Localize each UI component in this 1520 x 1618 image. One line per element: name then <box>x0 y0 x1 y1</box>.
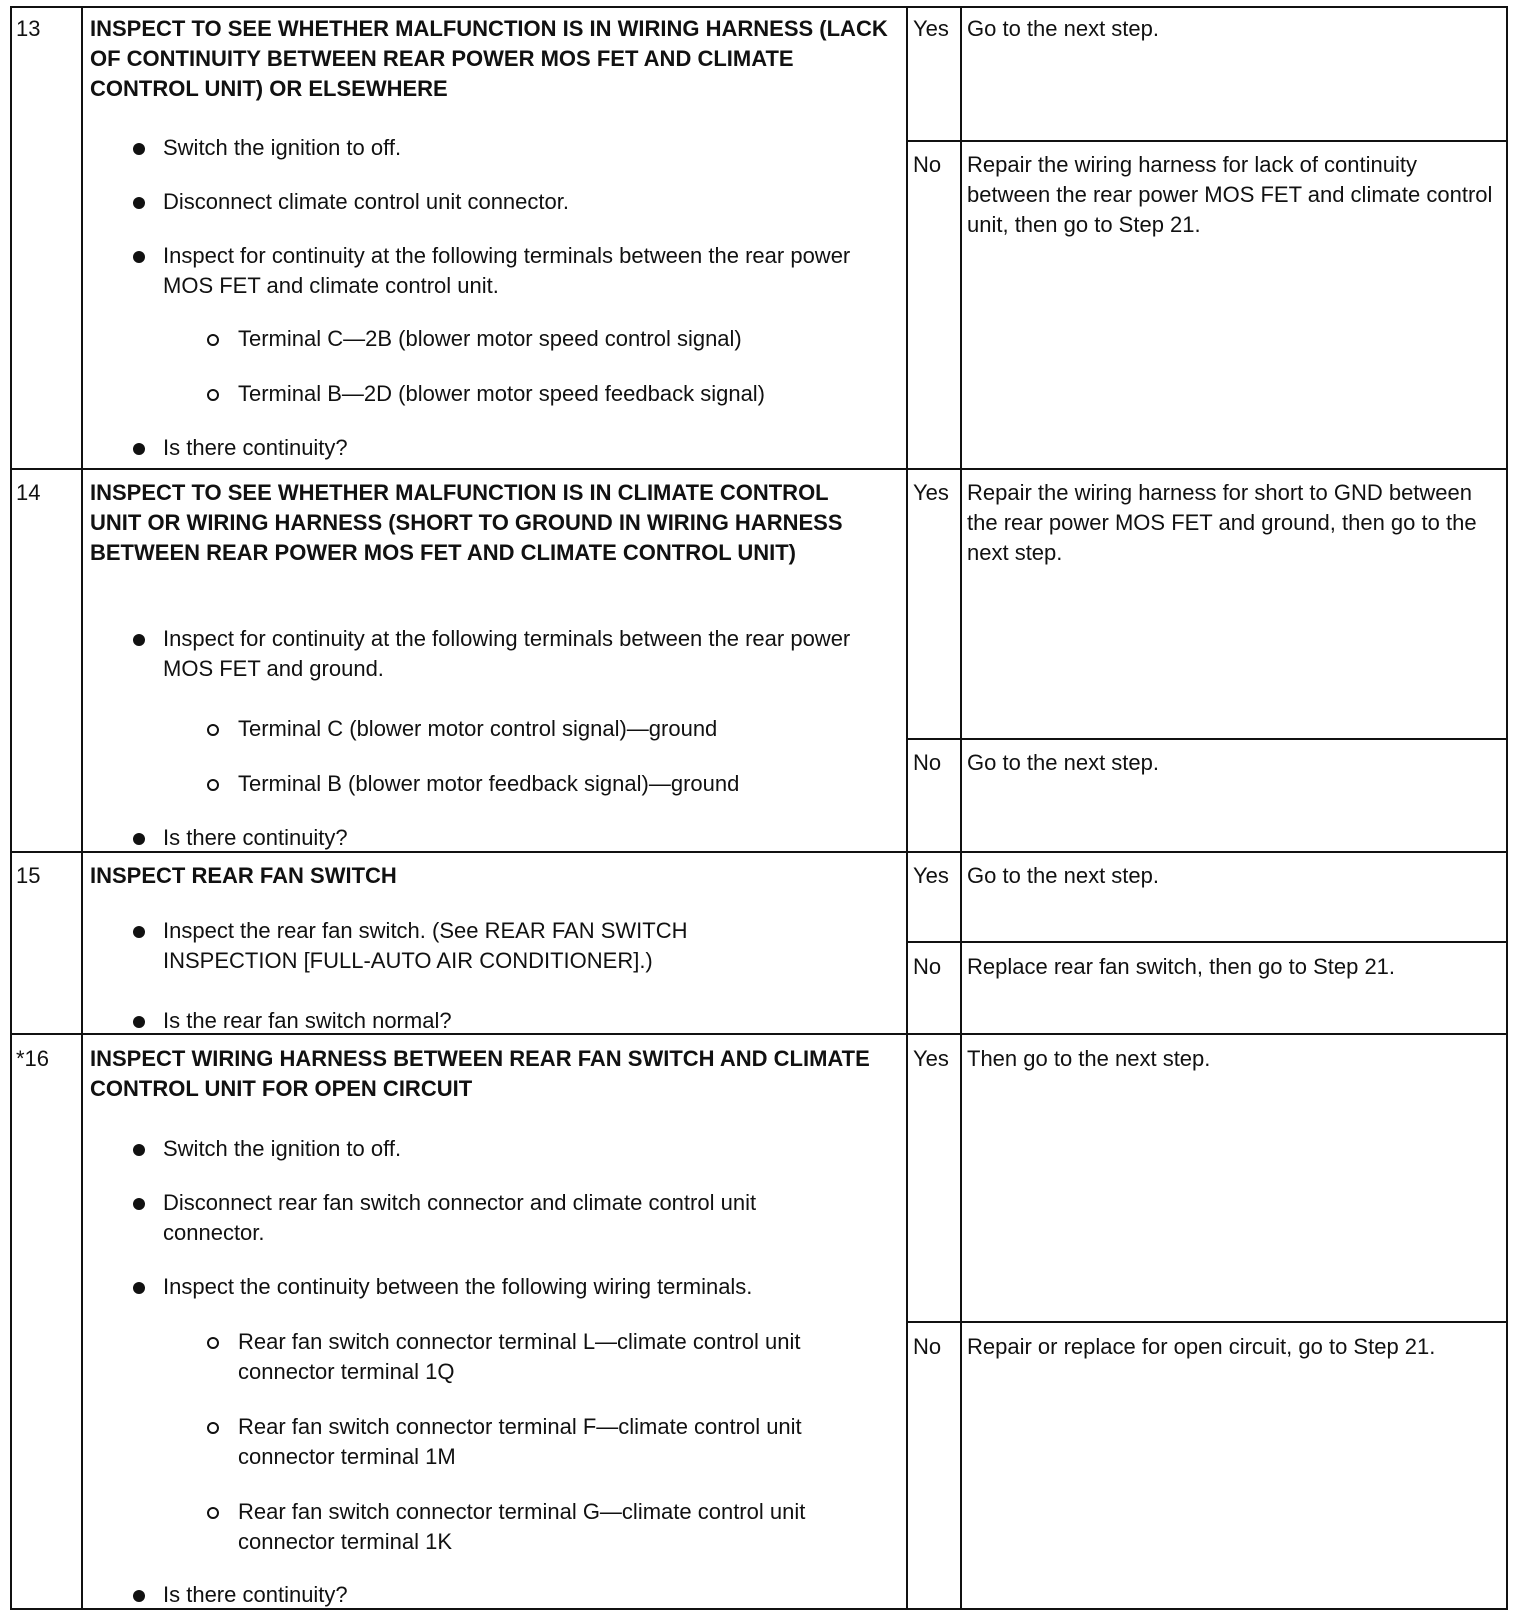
step-instruction: Inspect the rear fan switch. (See REAR FAN SWITCH INSPECTION [FULL-AUTO AIR CONDITIONER].) <box>163 918 688 973</box>
yes-label: Yes <box>913 1046 949 1071</box>
yes-action: Repair the wiring harness for short to GND between the rear power MOS FET and ground, then go to the next step. <box>967 480 1477 565</box>
terminal-item: Rear fan switch connector terminal F—climate control unit connector terminal 1M <box>238 1414 802 1469</box>
step-question: Is the rear fan switch normal? <box>163 1008 452 1033</box>
step-question: Is there continuity? <box>163 1582 348 1607</box>
sub-bullet-icon <box>207 389 219 401</box>
sub-bullet-icon <box>207 779 219 791</box>
yes-action: Then go to the next step. <box>967 1046 1211 1071</box>
bullet-icon <box>133 251 145 263</box>
yes-action: Go to the next step. <box>967 16 1160 41</box>
row-divider <box>10 468 1508 470</box>
bullet-icon <box>133 926 145 938</box>
sub-bullet-icon <box>207 1337 219 1349</box>
terminal-item: Terminal B—2D (blower motor speed feedback signal) <box>238 381 766 406</box>
step-title: INSPECT TO SEE WHETHER MALFUNCTION IS IN CLIMATE CONTROL UNIT OR WIRING HARNESS (SHORT TO GROUND IN WIRING HARNESS BETWEEN REAR POWER MOS FET AND CLIMATE CONTROL UNIT) <box>90 480 843 565</box>
bullet-icon <box>133 197 145 209</box>
bullet-icon <box>133 443 145 455</box>
step-instruction: Switch the ignition to off. <box>163 135 402 160</box>
column-divider <box>960 6 962 1610</box>
troubleshooting-table <box>10 6 1508 1610</box>
sub-bullet-icon <box>207 724 219 736</box>
bullet-icon <box>133 1144 145 1156</box>
bullet-icon <box>133 143 145 155</box>
step-instruction: Disconnect climate control unit connector. <box>163 189 569 214</box>
bullet-icon <box>133 634 145 646</box>
step-title: INSPECT WIRING HARNESS BETWEEN REAR FAN SWITCH AND CLIMATE CONTROL UNIT FOR OPEN CIRCUIT <box>90 1046 870 1101</box>
yes-action: Go to the next step. <box>967 863 1160 888</box>
sub-bullet-icon <box>207 1507 219 1519</box>
step-number: *16 <box>16 1046 50 1071</box>
terminal-item: Terminal C (blower motor control signal)—ground <box>238 716 718 741</box>
step-number: 13 <box>16 16 41 41</box>
step-number: 15 <box>16 863 41 888</box>
sub-bullet-icon <box>207 334 219 346</box>
step-instruction: Inspect the continuity between the following wiring terminals. <box>163 1274 753 1299</box>
terminal-item: Terminal C—2B (blower motor speed control signal) <box>238 326 742 351</box>
column-divider <box>81 6 83 1610</box>
bullet-icon <box>133 1016 145 1028</box>
no-action: Go to the next step. <box>967 750 1160 775</box>
terminal-item: Terminal B (blower motor feedback signal)—ground <box>238 771 740 796</box>
no-label: No <box>913 954 942 979</box>
no-label: No <box>913 750 942 775</box>
table-border-top <box>10 6 1508 8</box>
terminal-item: Rear fan switch connector terminal L—climate control unit connector terminal 1Q <box>238 1329 801 1384</box>
step-instruction: Switch the ignition to off. <box>163 1136 402 1161</box>
step-instruction: Inspect for continuity at the following terminals between the rear power MOS FET and ground. <box>163 626 851 681</box>
bullet-icon <box>133 1282 145 1294</box>
terminal-item: Rear fan switch connector terminal G—climate control unit connector terminal 1K <box>238 1499 806 1554</box>
step-instruction: Disconnect rear fan switch connector and climate control unit connector. <box>163 1190 757 1245</box>
step-question: Is there continuity? <box>163 825 348 850</box>
step-instruction: Inspect for continuity at the following terminals between the rear power MOS FET and climate control unit. <box>163 243 851 298</box>
step-number: 14 <box>16 480 41 505</box>
yes-no-divider <box>906 140 1508 142</box>
yes-no-divider <box>906 1321 1508 1323</box>
yes-label: Yes <box>913 480 949 505</box>
table-border-right <box>1506 6 1508 1610</box>
no-label: No <box>913 1334 942 1359</box>
yes-no-divider <box>906 738 1508 740</box>
no-action: Repair or replace for open circuit, go to Step 21. <box>967 1334 1436 1359</box>
step-title: INSPECT REAR FAN SWITCH <box>90 863 397 888</box>
bullet-icon <box>133 1590 145 1602</box>
yes-label: Yes <box>913 863 949 888</box>
step-title: INSPECT TO SEE WHETHER MALFUNCTION IS IN WIRING HARNESS (LACK OF CONTINUITY BETWEEN REAR POWER MOS FET AND CLIMATE CONTROL UNIT) OR ELSEWHERE <box>90 16 888 101</box>
no-action: Replace rear fan switch, then go to Step 21. <box>967 954 1396 979</box>
bullet-icon <box>133 1198 145 1210</box>
column-divider <box>906 6 908 1610</box>
no-action: Repair the wiring harness for lack of continuity between the rear power MOS FET and climate control unit, then go to Step 21. <box>967 152 1493 237</box>
table-border-left <box>10 6 12 1610</box>
step-question: Is there continuity? <box>163 435 348 460</box>
sub-bullet-icon <box>207 1422 219 1434</box>
no-label: No <box>913 152 942 177</box>
bullet-icon <box>133 833 145 845</box>
yes-label: Yes <box>913 16 949 41</box>
yes-no-divider <box>906 941 1508 943</box>
